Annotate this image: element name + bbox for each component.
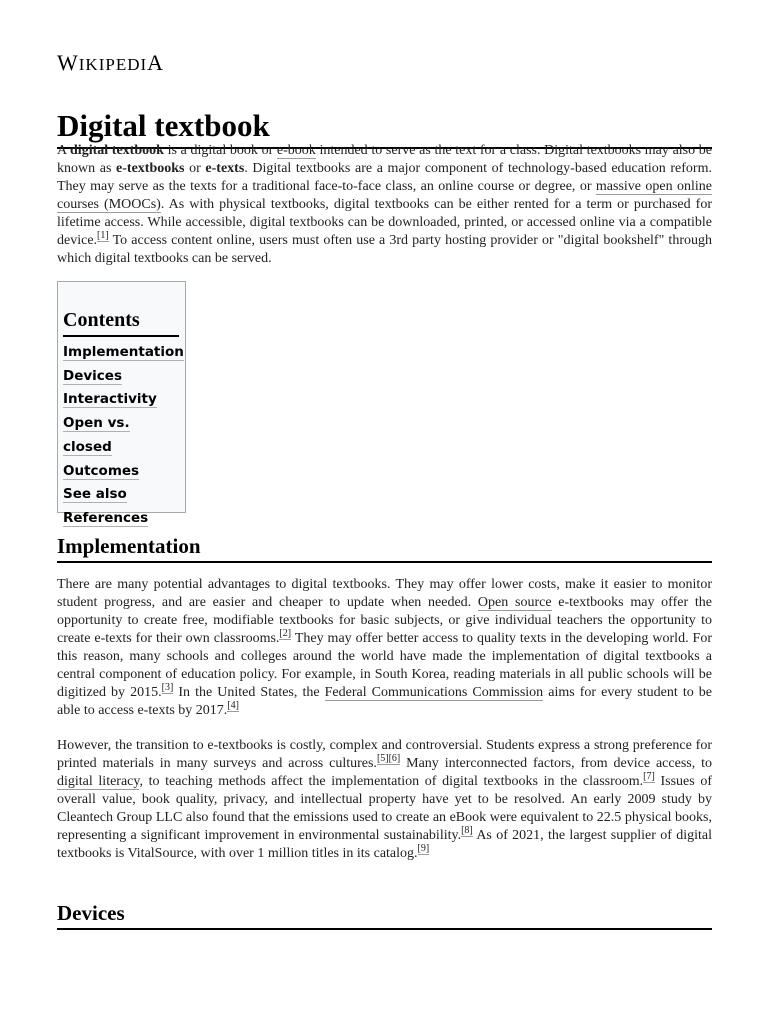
bold-term: digital textbook	[70, 143, 164, 158]
link-e-book[interactable]: e-book	[276, 143, 316, 158]
citation-9[interactable]: [9]	[417, 843, 430, 855]
implementation-paragraph-1: There are many potential advantages to digital textbooks. They may offer lower costs, make it easier to monitor student progress, and are easier and cheaper to update when needed. Open source e-textbooks may offer the opportunity to create free, modifiable textbooks for basic subjects, or give individual teachers the opportunity to create e-texts for their own classrooms.[2] They may offer better access to quality texts in the developing world. For this reason, many schools and colleges around the world have made the implementation of digital textbooks a central component of education policy. For example, in South Korea, reading materials in all public schools will be digitized by 2015.[3] In the United States, the Federal Communications Commission aims for every student to be able to access e-texts by 2017.[4]	[57, 577, 712, 718]
toc-item-interactivity[interactable]: Interactivity	[63, 391, 157, 408]
citation-8[interactable]: [8]	[461, 825, 473, 837]
implementation-paragraph-2: However, the transition to e-textbooks is costly, complex and controversial. Students express a strong preference for printed materials in many surveys and across cultures.[5][6] Many interconnected factors, from device access, to digital literacy, to teaching methods affect the implementation of digital textbooks in the classroom.[7] Issues of overall value, book quality, privacy, and intellectual property have yet to be resolved. An early 2009 study by Cleantech Group LLC also found that the emissions used to create an eBook were equivalent to 22.5 physical books, representing a significant improvement in environmental sustainability.[8] As of 2021, the largest supplier of digital textbooks is VitalSource, with over 1 million titles in its catalog.[9]	[57, 738, 712, 861]
citation-5-6[interactable]: [5][6]	[376, 753, 401, 765]
link-fcc[interactable]: Federal Communications Commission	[324, 685, 544, 700]
section-heading-devices: Devices	[57, 899, 712, 930]
citation-1[interactable]: [1]	[97, 230, 109, 242]
page-title: Digital textbook	[57, 107, 712, 149]
citation-2[interactable]: [2]	[279, 628, 292, 640]
section-heading-implementation: Implementation	[57, 532, 712, 563]
toc-title: Contents	[63, 308, 179, 337]
toc-item-devices[interactable]: Devices	[63, 367, 122, 384]
link-digital-literacy[interactable]: digital literacy	[57, 774, 140, 789]
link-moocs[interactable]: massive open online courses (MOOCs)	[57, 179, 712, 212]
toc-item-implementation[interactable]: Implementation	[63, 344, 184, 360]
wikipedia-wordmark[interactable]	[57, 50, 164, 76]
table-of-contents	[57, 281, 186, 526]
citation-3[interactable]: [3]	[161, 682, 174, 694]
citation-4[interactable]: [4]	[227, 700, 239, 712]
wordmark-final: A	[147, 50, 165, 75]
link-open-source[interactable]: Open source	[477, 595, 552, 610]
bold-term: e-textbooks	[116, 161, 185, 176]
toc-item-references[interactable]: References	[63, 509, 149, 526]
wordmark-initial: W	[57, 50, 79, 75]
bold-term: e-texts	[205, 161, 245, 176]
intro-paragraph: A digital textbook is a digital book or e-book intended to serve as the text for a class. Digital textbooks may also be known as e-textbooks or e-texts. Digital textbooks are a major component of technology-based education reform. They may serve as the texts for a traditional face-to-face class, an online course or degree, or massive open online courses (MOOCs). As with physical textbooks, digital textbooks can be either rented for a term or purchased for lifetime access. While accessible, digital textbooks can be downloaded, printed, or accessed online via a compatible device.[1] To access content online, users must often use a 3rd party hosting provider or "digital bookshelf" through which digital textbooks can be served.	[57, 143, 713, 266]
toc-item-see-also[interactable]: See also	[63, 486, 127, 503]
toc-item-open-vs-closed[interactable]: Open vs. closed	[63, 415, 130, 455]
citation-7[interactable]: [7]	[643, 771, 655, 783]
wordmark-smallcaps: IKIPEDI	[78, 55, 148, 74]
toc-item-outcomes[interactable]: Outcomes	[63, 462, 140, 479]
